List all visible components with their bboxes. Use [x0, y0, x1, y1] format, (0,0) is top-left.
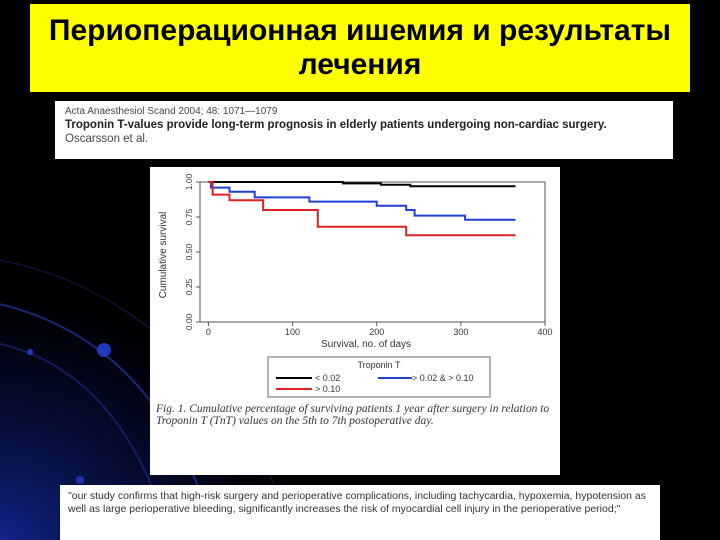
y-axis-label: Cumulative survival	[158, 211, 169, 299]
figure-caption: Fig. 1. Cumulative percentage of surviving patients 1 year after surgery in relation to Troponin T (TnT) values on the 5th to 7th postoperative day.	[156, 403, 550, 427]
citation-journal: Acta Anaesthesiol Scand 2004; 48: 1071—1079	[65, 106, 278, 117]
series-line-0	[208, 182, 515, 186]
x-tick-label: 400	[537, 327, 553, 337]
figure-panel	[150, 167, 560, 475]
legend-label-gt010: > 0.10	[315, 384, 341, 394]
chart-series	[208, 182, 515, 235]
y-tick-label: 0.25	[184, 278, 194, 296]
x-tick-label: 100	[285, 327, 301, 337]
x-tick-label: 200	[369, 327, 385, 337]
slide-title: Периоперационная ишемия и результаты лечения	[30, 4, 690, 92]
y-tick-label: 0.75	[184, 208, 194, 226]
legend-label-mid: > 0.02 & > 0.10	[412, 373, 474, 383]
citation-authors: Oscarsson et al.	[65, 133, 149, 145]
citation-article-title: Troponin T-values provide long-term prognosis in elderly patients undergoing non-cardiac surgery.	[65, 119, 607, 131]
chart-axes	[184, 173, 553, 337]
y-tick-label: 0.00	[184, 313, 194, 331]
x-axis-label: Survival, no. of days	[320, 339, 412, 350]
x-tick-label: 0	[205, 327, 211, 337]
y-tick-label: 1.00	[184, 173, 194, 191]
legend-title: Troponin T	[357, 360, 401, 370]
citation-box	[55, 101, 673, 159]
series-line-2	[208, 182, 515, 235]
legend	[268, 357, 490, 397]
plot-frame	[200, 182, 545, 322]
x-tick-label: 300	[453, 327, 469, 337]
survival-chart	[150, 167, 560, 403]
y-tick-label: 0.50	[184, 243, 194, 261]
quote-box: "our study confirms that high-risk surgery and perioperative complications, including tachycardia, hypoxemia, hypotension as well as large perioperative bleeding, significantly increases the risk of myocardial cell injury in the perioperative period;"	[60, 485, 660, 540]
legend-label-lt002: < 0.02	[315, 373, 341, 383]
